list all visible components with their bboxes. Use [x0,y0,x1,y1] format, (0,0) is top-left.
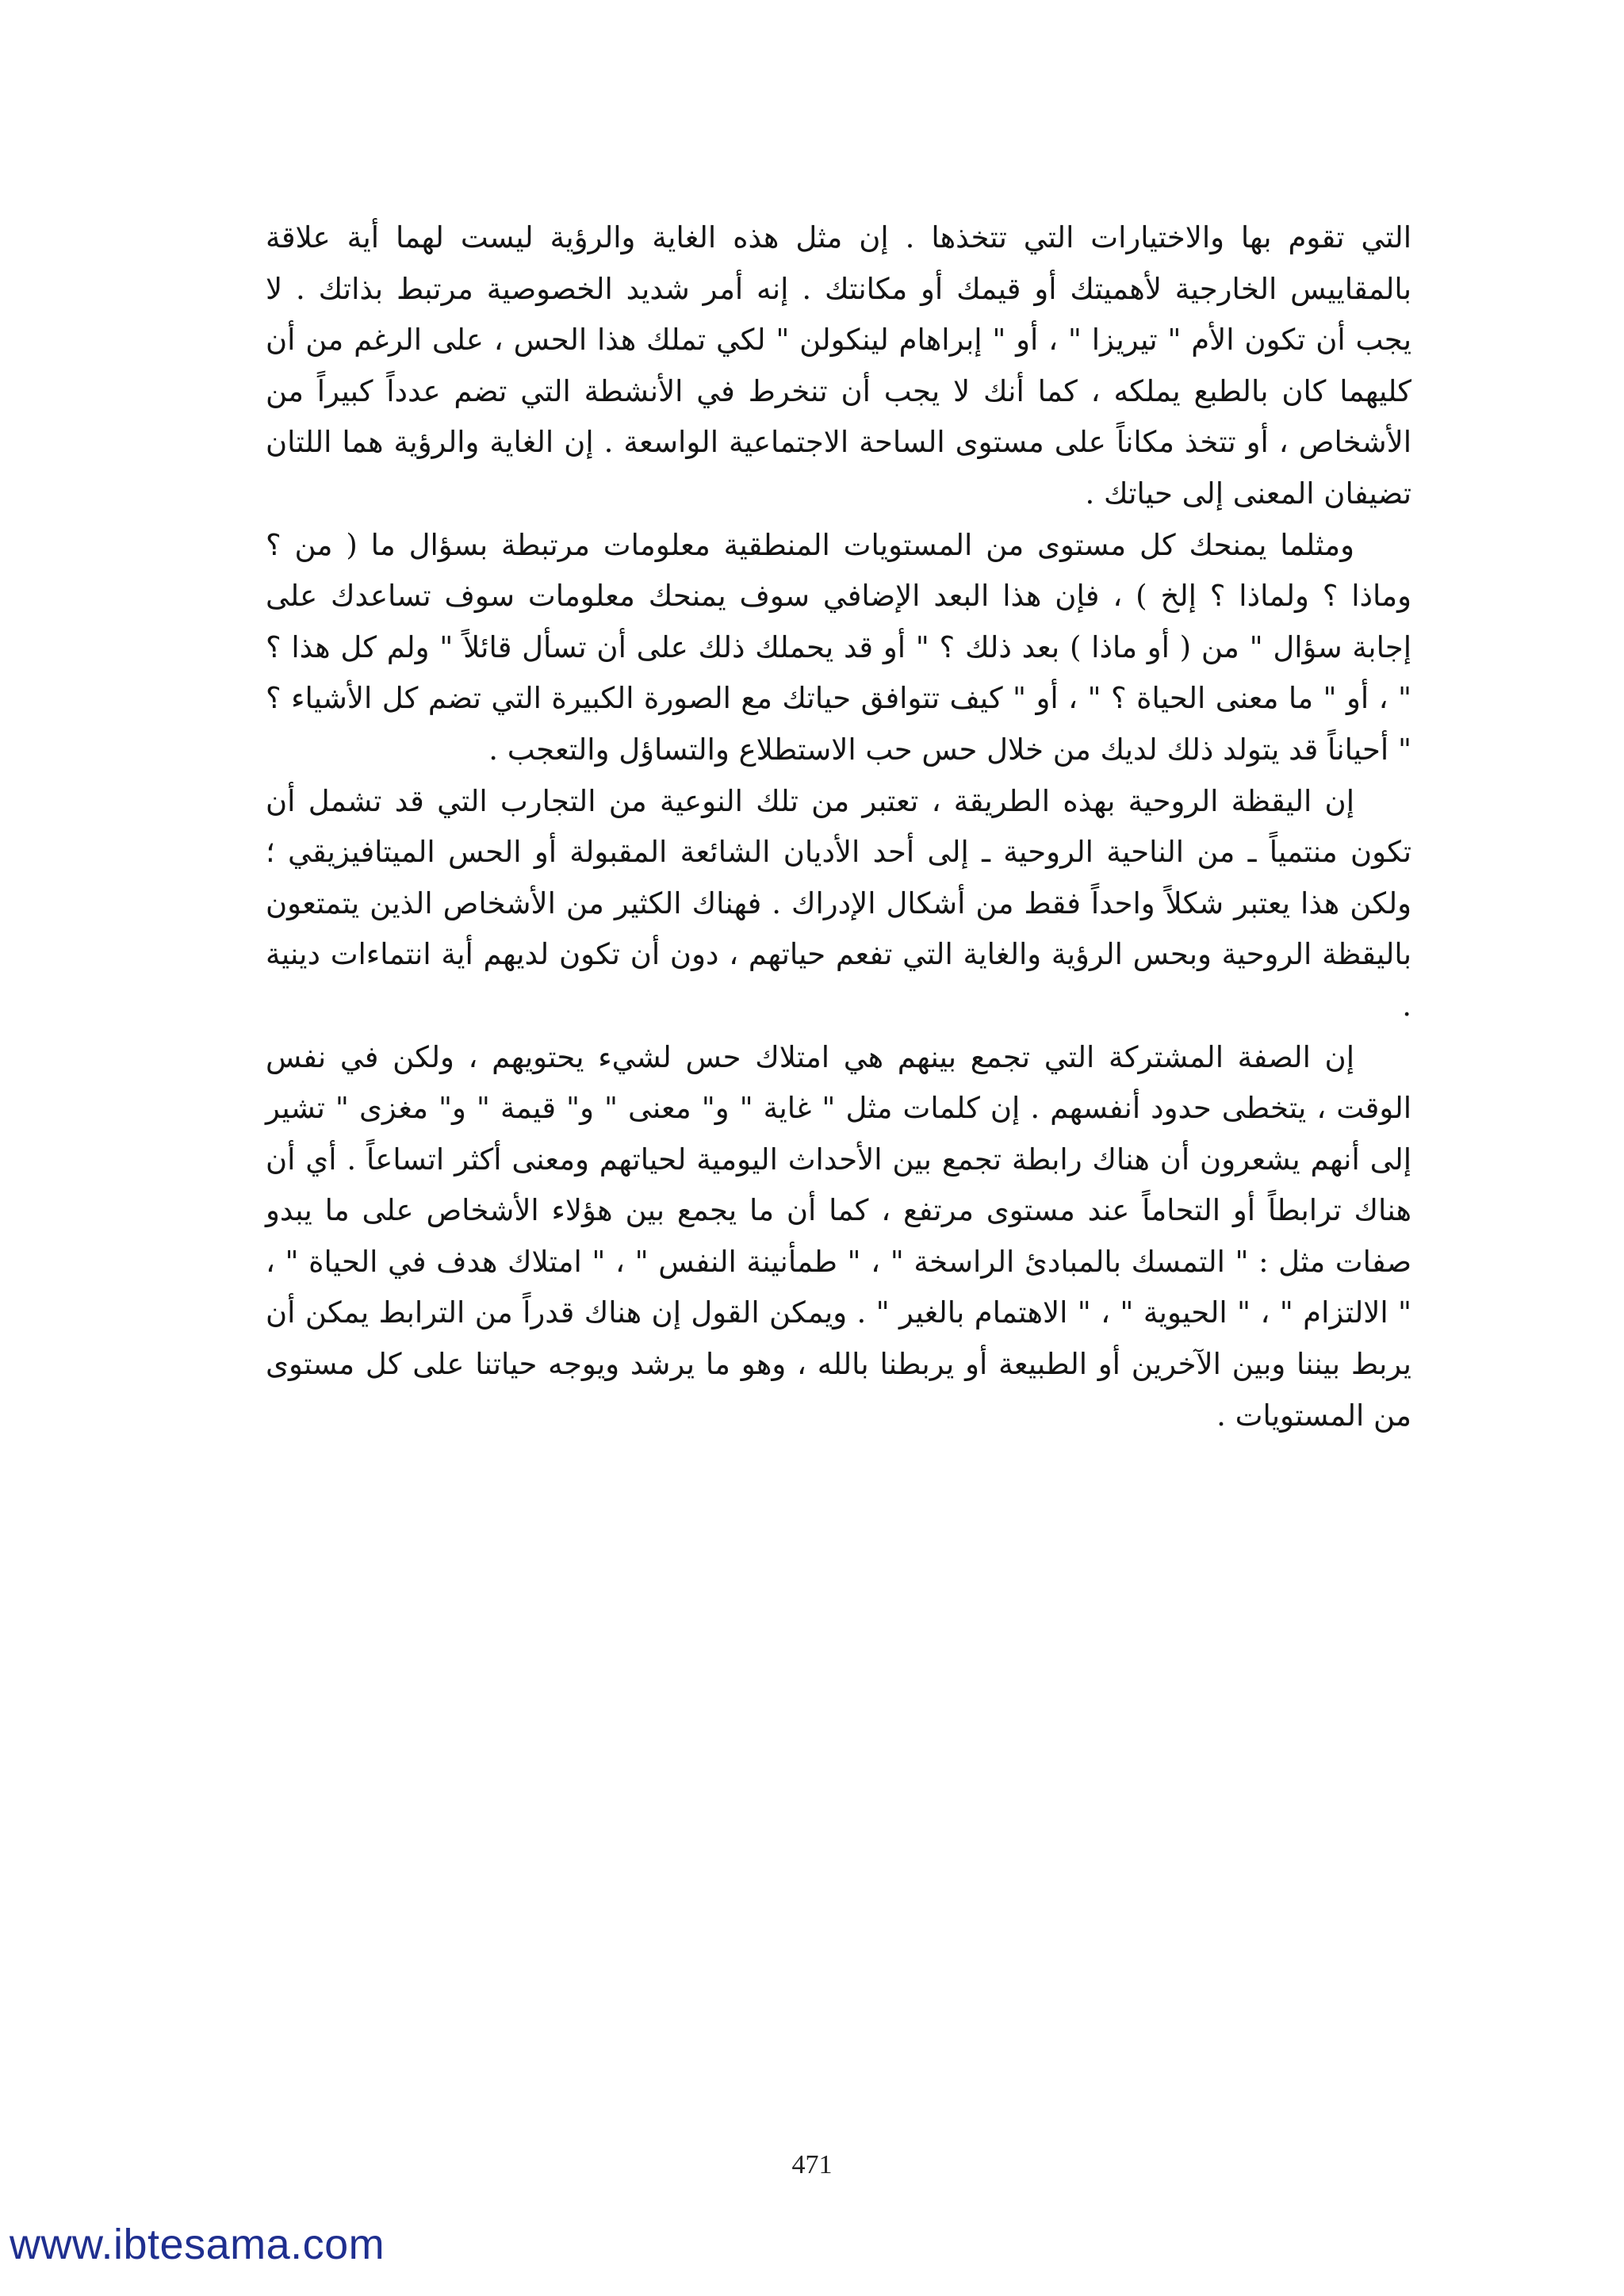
page-number: 471 [791,2150,833,2179]
body-paragraph-4: إن الصفة المشتركة التي تجمع بينهم هي امتلاك حس لشيء يحتويهم ، ولكن في نفس الوقت ، يتخطى حدود أنفسهم . إن كلمات مثل " غاية " و" معنى " و" قيمة " و" مغزى " تشير إلى أنهم يشعرون أن هناك رابطة تجمع بين الأحداث اليومية لحياتهم ومعنى أكثر اتساعاً . أي أن هناك ترابطاً أو التحاماً عند مستوى مرتفع ، كما أن ما يجمع بين هؤلاء الأشخاص على ما يبدو صفات مثل : " التمسك بالمبادئ الراسخة " ، " طمأنينة النفس " ، " امتلاك هدف في الحياة " ، " الالتزام " ، " الحيوية " ، " الاهتمام بالغير " . ويمكن القول إن هناك قدراً من الترابط يمكن أن يربط بيننا وبين الآخرين أو الطبيعة أو يربطنا بالله ، وهو ما يرشد ويوجه حياتنا على كل مستوى من المستويات . [266,1039,1411,1433]
body-paragraph-3: إن اليقظة الروحية بهذه الطريقة ، تعتبر من تلك النوعية من التجارب التي قد تشمل أن تكون منتمياً ـ من الناحية الروحية ـ إلى أحد الأديان الشائعة المقبولة أو الحس الميتافيزيقي ؛ ولكن هذا يعتبر شكلاً واحداً فقط من أشكال الإدراك . فهناك الكثير من الأشخاص الذين يتمتعون باليقظة الروحية وبحس الرؤية والغاية التي تفعم حياتهم ، دون أن تكون لديهم أية انتماءات دينية . [266,783,1411,1023]
body-paragraph-1: التي تقوم بها والاختيارات التي تتخذها . إن مثل هذه الغاية والرؤية ليست لهما أية علاقة بالمقاييس الخارجية لأهميتك أو قيمك أو مكانتك . إنه أمر شديد الخصوصية مرتبط بذاتك . لا يجب أن تكون الأم " تيريزا " ، أو " إبراهام لينكولن " لكي تملك هذا الحس ، على الرغم من أن كليهما كان بالطبع يملكه ، كما أنك لا يجب أن تنخرط في الأنشطة التي تضم عدداً كبيراً من الأشخاص ، أو تتخذ مكاناً على مستوى الساحة الاجتماعية الواسعة . إن الغاية والرؤية هما اللتان تضيفان المعنى إلى حياتك . [266,220,1411,511]
page-body [266,212,1411,1441]
website-watermark: www.ibtesama.com [10,2221,385,2268]
body-paragraph-2: ومثلما يمنحك كل مستوى من المستويات المنطقية معلومات مرتبطة بسؤال ما ( من ؟ وماذا ؟ ولماذا ؟ إلخ ) ، فإن هذا البعد الإضافي سوف يمنحك معلومات سوف تساعدك على إجابة سؤال " من ( أو ماذا ) بعد ذلك ؟ " أو قد يحملك ذلك على أن تسأل قائلاً " ولم كل هذا ؟ " ، أو " ما معنى الحياة ؟ " ، أو " كيف تتوافق حياتك مع الصورة الكبيرة التي تضم كل الأشياء ؟ " أحياناً قد يتولد ذلك لديك من خلال حس حب الاستطلاع والتساؤل والتعجب . [266,527,1411,767]
